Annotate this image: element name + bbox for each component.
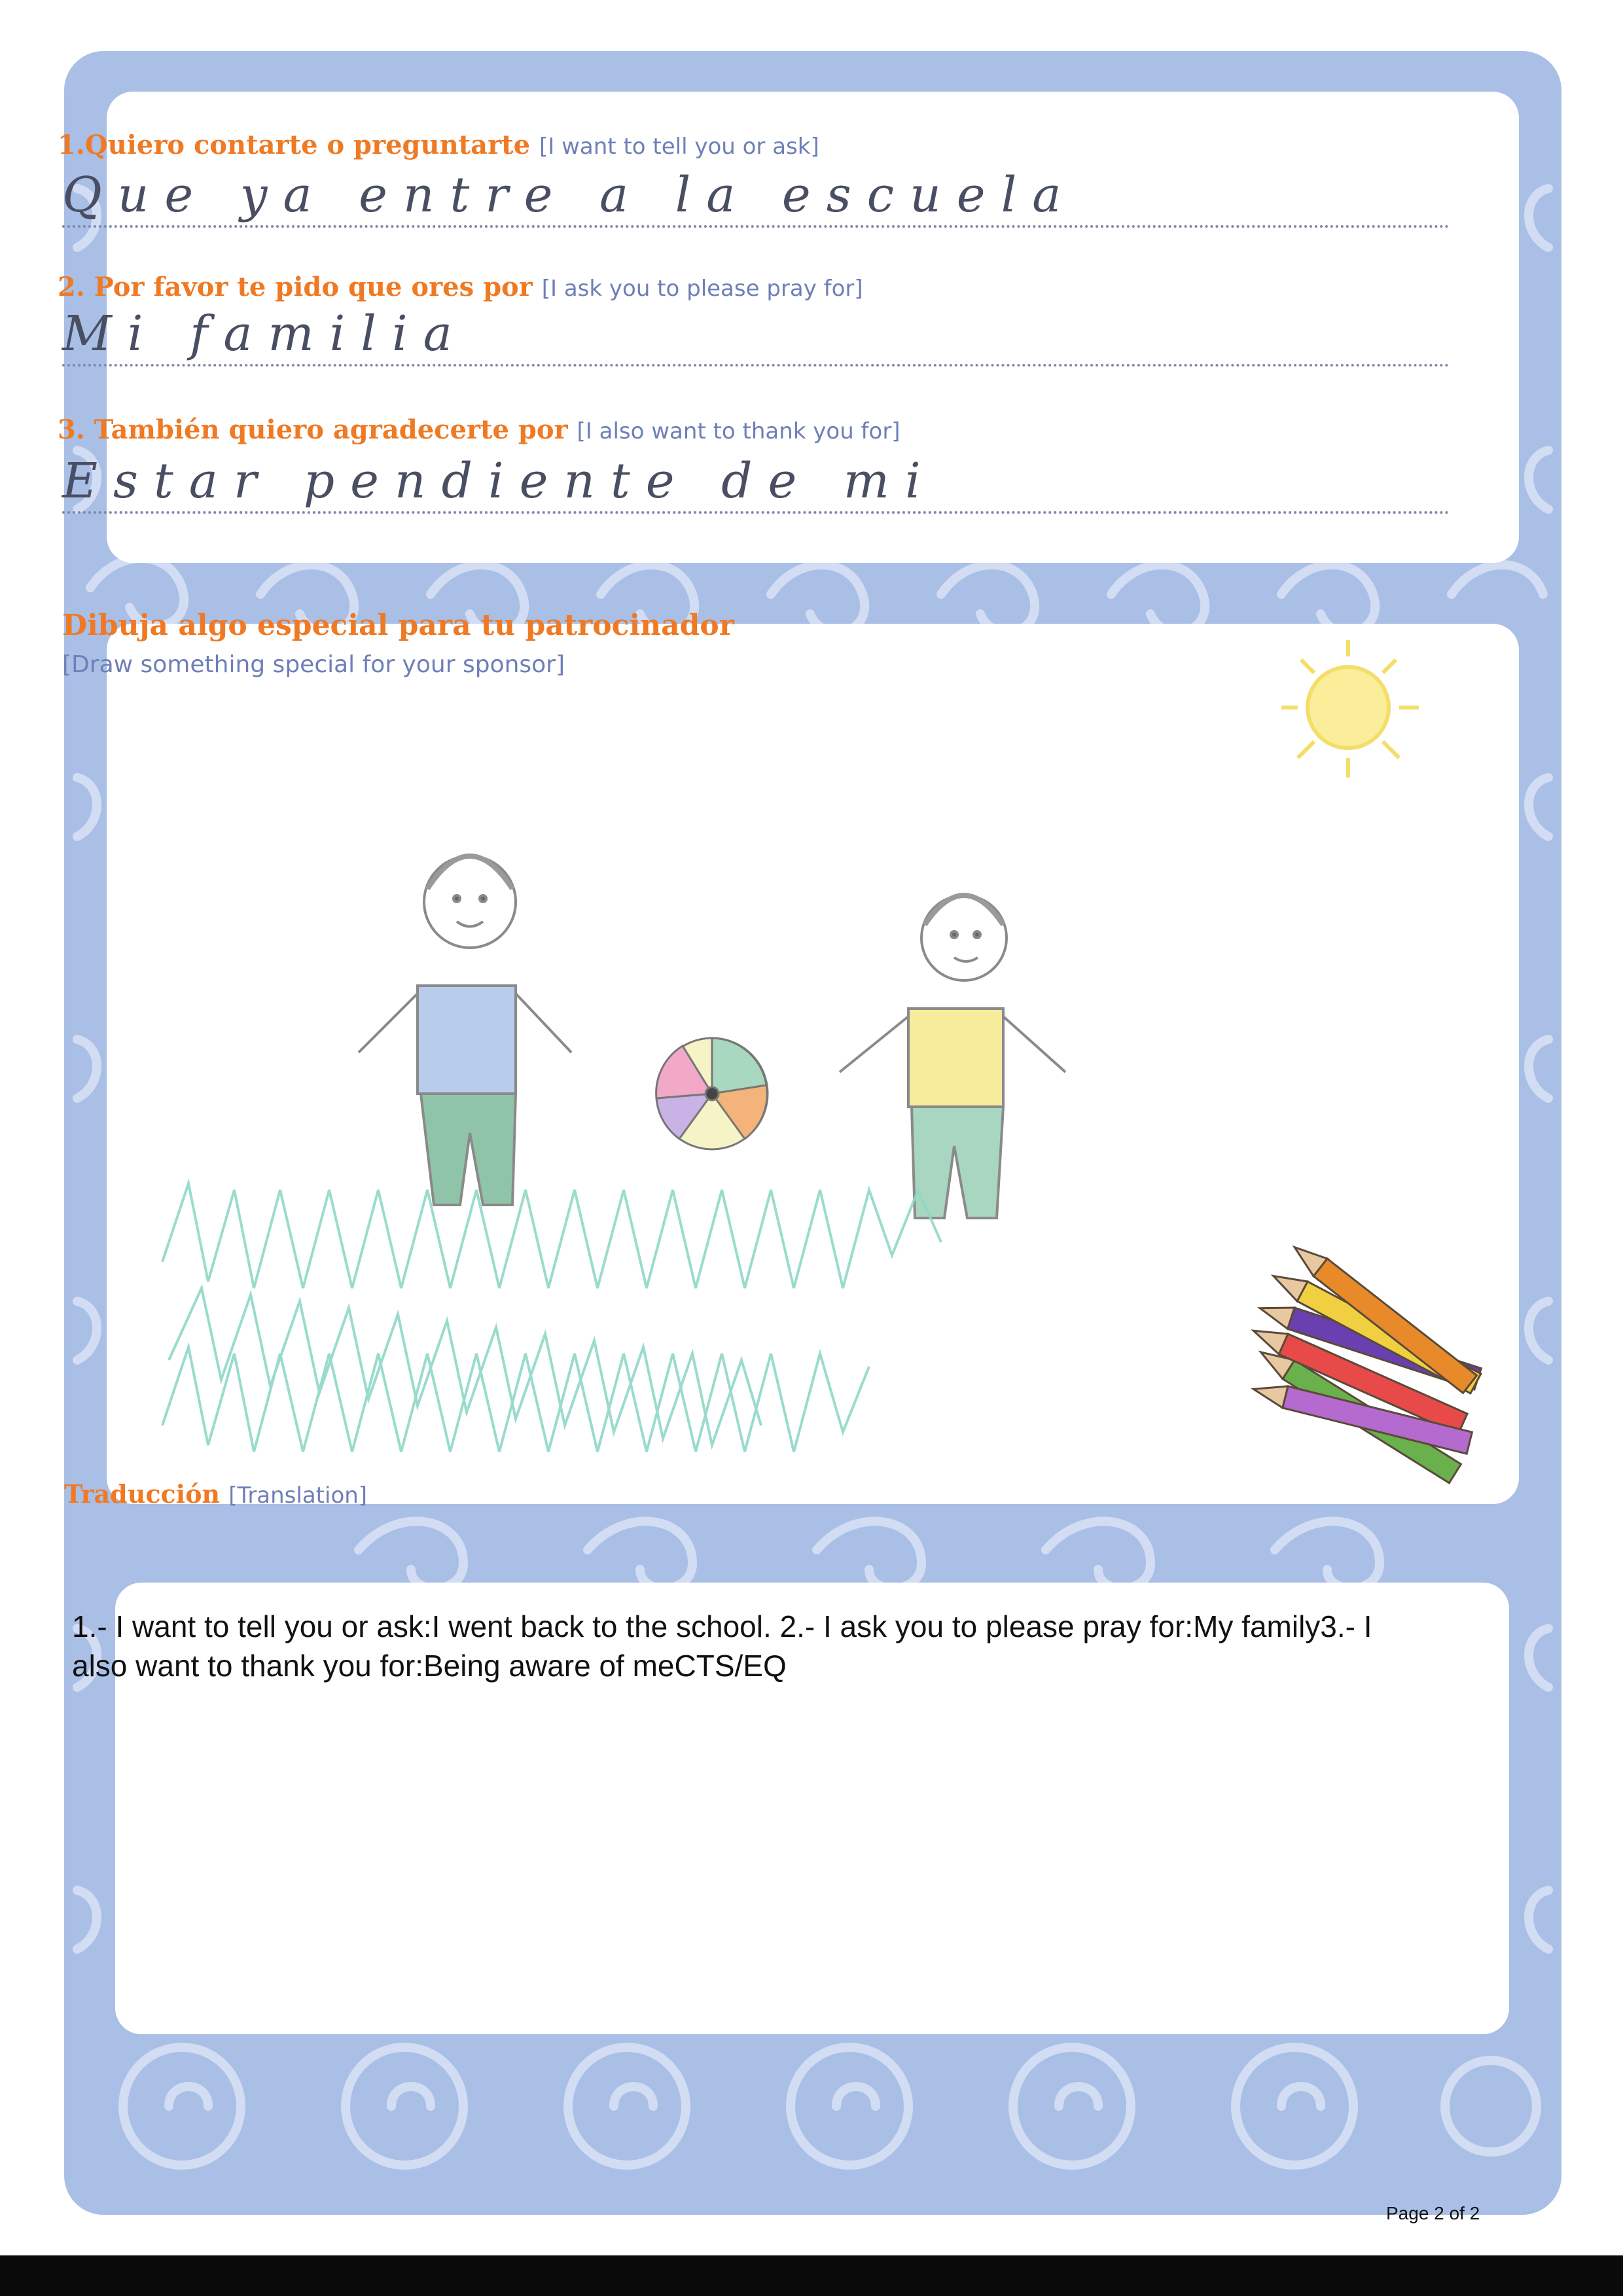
question-1-label (58, 130, 819, 160)
drawing-title: Dibuja algo especial para tu patrocinador (62, 609, 734, 642)
question-3-translation: [I also want to thank you for] (577, 418, 901, 444)
drawing-panel (107, 624, 1519, 1504)
question-1-translation: [I want to tell you or ask] (539, 134, 819, 160)
scan-edge-bar (0, 2255, 1623, 2296)
translation-title-en: [Translation] (228, 1482, 368, 1509)
translation-heading (64, 1479, 367, 1509)
answer-2-field (62, 308, 1450, 367)
answer-2-handwriting: Mi familia (62, 306, 468, 362)
answer-1-handwriting: Que ya entre a la escuela (62, 167, 1077, 223)
translation-title: Traducción (64, 1479, 221, 1509)
drawing-subtitle: [Draw something special for your sponsor] (62, 651, 565, 678)
question-2-text: 2. Por favor te pido que ores por (58, 272, 533, 302)
question-1-text: 1.Quiero contarte o preguntarte (58, 130, 531, 160)
answer-1-field (62, 169, 1450, 228)
question-3-text: 3. También quiero agradecerte por (58, 414, 568, 445)
question-3-label (58, 414, 901, 445)
letter-frame (64, 51, 1561, 2215)
question-2-label (58, 272, 863, 302)
translation-text: 1.- I want to tell you or ask:I went back to the school. 2.- I ask you to please pray for:My family3.- I also want to thank you for:Being aware of meCTS/EQ (72, 1609, 1372, 1683)
question-2-translation: [I ask you to please pray for] (541, 276, 863, 302)
answer-3-field (62, 455, 1450, 514)
answer-3-handwriting: Estar pendiente de mi (62, 453, 936, 509)
page-number: Page 2 of 2 (1386, 2203, 1480, 2223)
